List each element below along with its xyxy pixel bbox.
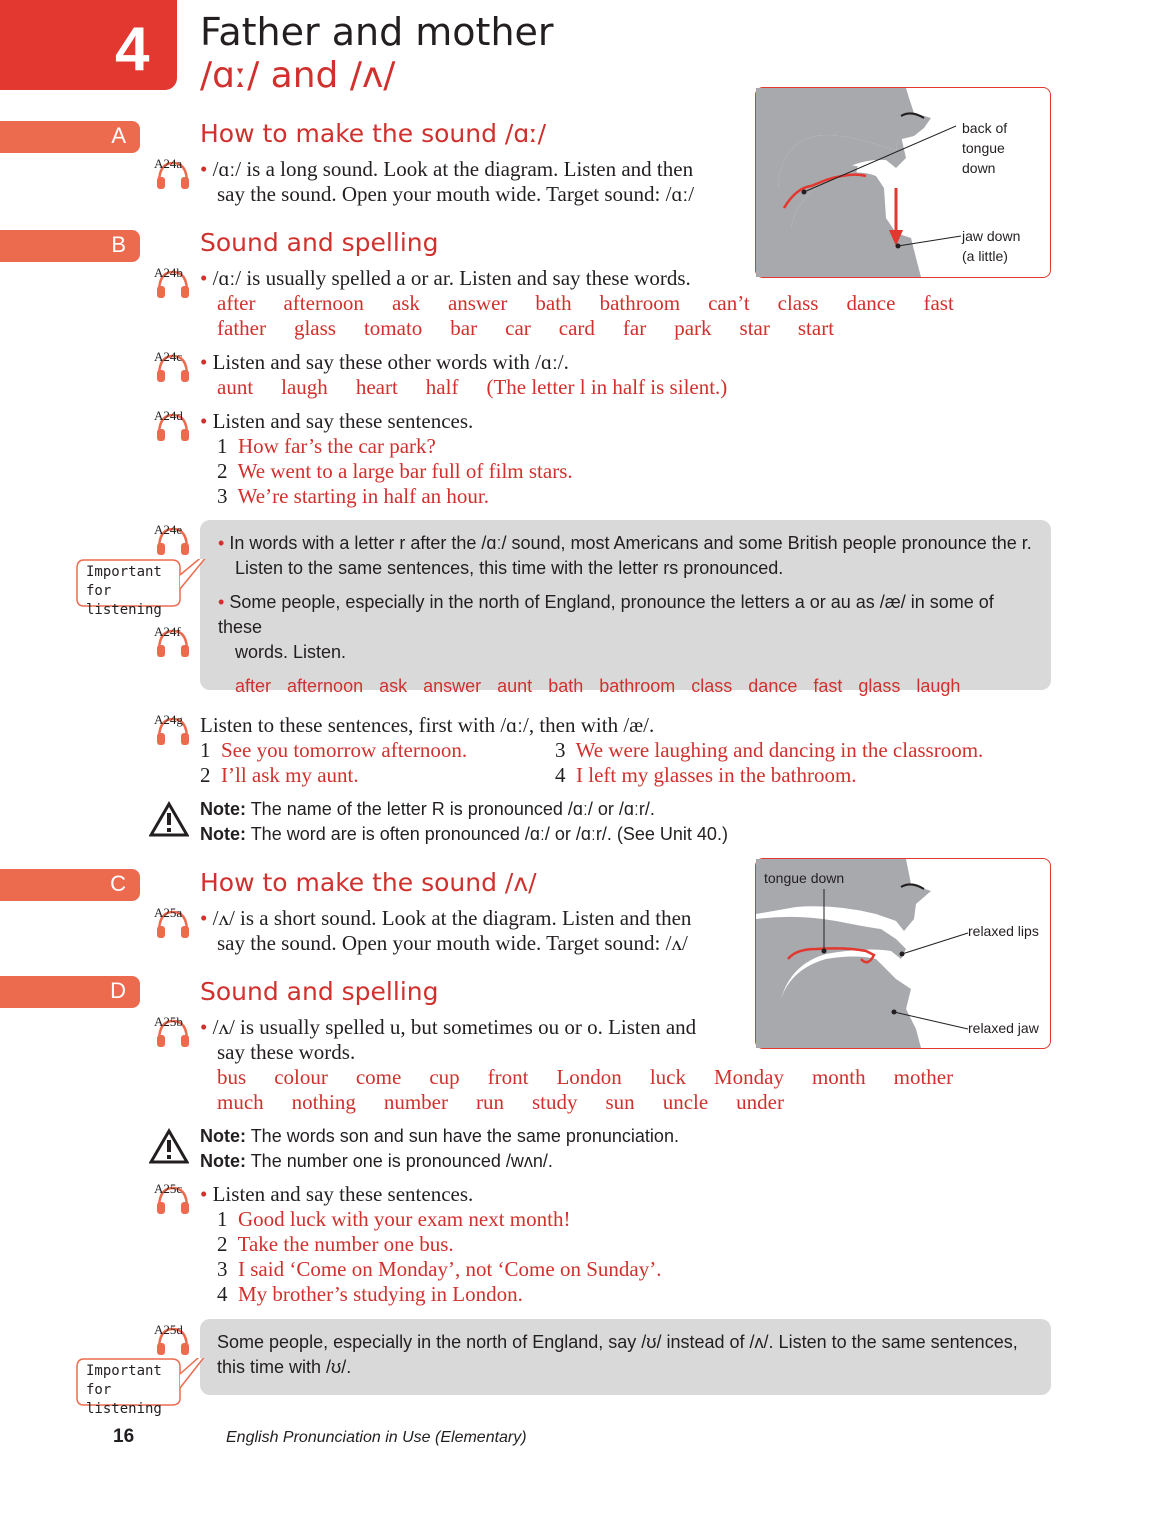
text-line: Listen and say these sentences. bbox=[212, 409, 474, 433]
word-list-d2 bbox=[217, 1090, 1037, 1115]
section-c-heading: How to make the sound /ʌ/ bbox=[200, 868, 537, 897]
label-line: tongue bbox=[962, 140, 1005, 156]
section-b-text-c: • Listen and say these other words with /ɑː/. bbox=[200, 350, 569, 374]
word: run bbox=[475, 1090, 504, 1114]
word: aunt bbox=[217, 375, 254, 399]
word: class bbox=[777, 291, 819, 315]
headphones-icon[interactable] bbox=[154, 625, 192, 659]
sentence-number: 3 bbox=[555, 738, 566, 762]
word: ask bbox=[391, 291, 420, 315]
word: bar bbox=[450, 316, 478, 340]
audio-code: A24g bbox=[154, 712, 183, 727]
word: heart bbox=[355, 375, 398, 399]
audio-code: A24c bbox=[154, 349, 183, 364]
word: card bbox=[558, 316, 595, 340]
compare-item-4 bbox=[555, 763, 857, 788]
word: ask bbox=[379, 676, 408, 696]
compare-item-2 bbox=[200, 763, 359, 788]
headphones-icon[interactable] bbox=[154, 713, 192, 747]
unit-number: 4 bbox=[115, 15, 150, 84]
compare-item-3 bbox=[555, 738, 983, 763]
diagram-label-jaw: relaxed jaw bbox=[968, 1020, 1039, 1036]
word: fast bbox=[813, 676, 843, 696]
diagram-label-tongue bbox=[962, 118, 1007, 178]
text-line: Some people, especially in the north of England, say /ʊ/ instead of /ʌ/. Listen to the same sentences, bbox=[217, 1332, 1018, 1352]
word: after bbox=[235, 676, 272, 696]
word: much bbox=[217, 1090, 264, 1114]
warning-icon bbox=[149, 1128, 189, 1168]
section-tab-c bbox=[0, 869, 140, 901]
page-subtitle: /ɑː/ and /ʌ/ bbox=[200, 55, 396, 96]
note-text: The word are is often pronounced /ɑː/ or /ɑːr/. (See Unit 40.) bbox=[250, 824, 728, 844]
sentence: We were laughing and dancing in the classroom. bbox=[575, 738, 984, 762]
sentence: See you tomorrow afternoon. bbox=[221, 738, 468, 762]
text-line: /ɑː/ is a long sound. Look at the diagram. Listen and then bbox=[212, 157, 694, 181]
headphones-icon[interactable] bbox=[154, 1015, 192, 1049]
sentence: Good luck with your exam next month! bbox=[238, 1207, 571, 1231]
text-line: Some people, especially in the north of England, pronounce the letters a or au as /æ/ in some of these bbox=[218, 592, 994, 637]
sentence: We went to a large bar full of film stars. bbox=[237, 459, 573, 483]
mouth-diagram-aa bbox=[755, 87, 1051, 278]
sentence-number: 1 bbox=[217, 1207, 228, 1231]
sentence: We’re starting in half an hour. bbox=[237, 484, 490, 508]
word: glass bbox=[858, 676, 901, 696]
compare-intro: Listen to these sentences, first with /ɑː/, then with /æ/. bbox=[200, 713, 655, 737]
word: laugh bbox=[281, 375, 328, 399]
word: mother bbox=[893, 1065, 954, 1089]
headphones-icon[interactable] bbox=[154, 350, 192, 384]
word: half bbox=[425, 375, 459, 399]
text-line: Listen to the same sentences, this time with the letter rs pronounced. bbox=[235, 558, 784, 578]
headphones-icon[interactable] bbox=[154, 906, 192, 940]
word: bath bbox=[535, 291, 572, 315]
text-line: words. Listen. bbox=[235, 642, 347, 662]
word: bathroom bbox=[599, 291, 681, 315]
section-a-text: • /ɑː/ is a long sound. Look at the diagram. Listen and then say the sound. Open your mouth wide. Target sound: /ɑː/ bbox=[200, 157, 695, 206]
audio-code: A24d bbox=[154, 408, 183, 423]
sentence-number: 4 bbox=[217, 1282, 228, 1306]
page-number: 16 bbox=[113, 1426, 135, 1447]
label-line: back of bbox=[962, 120, 1008, 136]
headphones-icon[interactable] bbox=[154, 157, 192, 191]
word: aunt bbox=[497, 676, 533, 696]
section-c-text: • /ʌ/ is a short sound. Look at the diagram. Listen and then say the sound. Open your mouth wide. Target sound: /ʌ/ bbox=[200, 906, 692, 955]
sentence: I said ‘Come on Monday’, not ‘Come on Sunday’. bbox=[238, 1257, 662, 1281]
word: star bbox=[739, 316, 770, 340]
word: afternoon bbox=[283, 291, 364, 315]
audio-code: A25a bbox=[154, 905, 183, 920]
text-line: /ʌ/ is a short sound. Look at the diagram. Listen and then bbox=[212, 906, 692, 930]
word: park bbox=[674, 316, 712, 340]
word: start bbox=[797, 316, 835, 340]
word: car bbox=[505, 316, 531, 340]
text-line: say these words. bbox=[217, 1040, 356, 1064]
unit-number-box bbox=[0, 0, 177, 90]
silent-note: (The letter l in half is silent.) bbox=[486, 375, 728, 399]
audio-code: A24e bbox=[154, 522, 183, 537]
headphones-icon[interactable] bbox=[154, 409, 192, 443]
note-label: Note: bbox=[200, 799, 246, 819]
word-list-d1 bbox=[217, 1065, 1037, 1090]
page-title: Father and mother bbox=[200, 10, 554, 54]
sentence-number: 1 bbox=[200, 738, 211, 762]
note-text: The words son and sun have the same pronunciation. bbox=[250, 1126, 679, 1146]
word: laugh bbox=[916, 676, 961, 696]
word: under bbox=[736, 1090, 784, 1114]
section-b-sentences: • Listen and say these sentences. 1 How far’s the car park? 2 We went to a large bar full of film stars. 3 We’re starting in half an hour. bbox=[200, 409, 573, 508]
section-tab-a bbox=[0, 121, 140, 153]
box2-text bbox=[217, 1330, 1037, 1380]
word: dance bbox=[846, 291, 896, 315]
word: Monday bbox=[713, 1065, 784, 1089]
audio-code: A25b bbox=[154, 1014, 183, 1029]
word: fast bbox=[923, 291, 954, 315]
text-line: Listen and say these sentences. bbox=[212, 1182, 474, 1206]
diagram-label-tongue: tongue down bbox=[764, 870, 845, 886]
headphones-icon[interactable] bbox=[154, 1182, 192, 1216]
word: cup bbox=[429, 1065, 460, 1089]
diagram-label-lips: relaxed lips bbox=[968, 923, 1039, 939]
label-line: (a little) bbox=[962, 248, 1008, 264]
text-line: /ɑː/ is usually spelled a or ar. Listen and say these words. bbox=[212, 266, 691, 290]
sentence-number: 2 bbox=[217, 459, 228, 483]
section-letter: A bbox=[111, 123, 126, 148]
section-tab-b bbox=[0, 230, 140, 262]
sentence: I left my glasses in the bathroom. bbox=[576, 763, 857, 787]
word: far bbox=[622, 316, 647, 340]
label-line: down bbox=[962, 160, 996, 176]
word: uncle bbox=[662, 1090, 709, 1114]
word: class bbox=[691, 676, 733, 696]
word: bath bbox=[548, 676, 584, 696]
word-list-b1 bbox=[217, 291, 1037, 316]
notes-1 bbox=[200, 797, 728, 847]
text-line: say the sound. Open your mouth wide. Target sound: /ɑː/ bbox=[217, 182, 695, 206]
label-line: Important bbox=[86, 1363, 162, 1379]
section-d-heading: Sound and spelling bbox=[200, 977, 439, 1006]
note-label: Note: bbox=[200, 1126, 246, 1146]
label-line: Important bbox=[86, 564, 162, 580]
headphones-icon[interactable] bbox=[154, 266, 192, 300]
sentence-number: 3 bbox=[217, 484, 228, 508]
text-line: In words with a letter r after the /ɑː/ sound, most Americans and some British people pronounce the r. bbox=[229, 533, 1032, 553]
section-d-text: • /ʌ/ is usually spelled u, but sometimes ou or o. Listen and say these words. bbox=[200, 1015, 697, 1064]
word: month bbox=[811, 1065, 866, 1089]
word-list-c bbox=[217, 375, 1037, 400]
word: dance bbox=[748, 676, 798, 696]
label-line: jaw down bbox=[962, 228, 1021, 244]
warning-icon bbox=[149, 801, 189, 841]
word: front bbox=[487, 1065, 529, 1089]
text-line: /ʌ/ is usually spelled u, but sometimes ou or o. Listen and bbox=[212, 1015, 697, 1039]
word: afternoon bbox=[287, 676, 364, 696]
word: nothing bbox=[291, 1090, 356, 1114]
word: answer bbox=[423, 676, 482, 696]
audio-code: A24a bbox=[154, 156, 183, 171]
word: glass bbox=[293, 316, 336, 340]
sentence: I’ll ask my aunt. bbox=[221, 763, 359, 787]
word: after bbox=[217, 291, 256, 315]
note-label: Note: bbox=[200, 1151, 246, 1171]
word: come bbox=[355, 1065, 402, 1089]
section-b-text: • /ɑː/ is usually spelled a or ar. Listen and say these words. bbox=[200, 266, 691, 290]
section-d-sentences: • Listen and say these sentences. 1 Good luck with your exam next month! 2 Take the number one bus. 3 I said ‘Come on Monday’, not ‘Come on Sunday’. 4 My brother’s studying in London. bbox=[200, 1182, 662, 1306]
box1-text: • In words with a letter r after the /ɑː/ sound, most Americans and some British people pronounce the r. Listen to the same sentences, this time with the letter rs pronounced. • Some people, especially in the north of England, pronounce the letters a or au as /æ/ in some of these words. Listen. after afternoon ask answer aunt bath bathroom class dance fast glass laugh bbox=[218, 531, 1038, 699]
word: bathroom bbox=[599, 676, 676, 696]
section-letter: D bbox=[110, 978, 126, 1003]
headphones-icon[interactable] bbox=[154, 1323, 192, 1357]
label-line: for listening bbox=[86, 583, 162, 618]
word: luck bbox=[649, 1065, 686, 1089]
text-line: Listen and say these other words with /ɑː/. bbox=[212, 350, 569, 374]
word: answer bbox=[447, 291, 508, 315]
label-line: for listening bbox=[86, 1382, 162, 1417]
word: number bbox=[383, 1090, 448, 1114]
book-title: English Pronunciation in Use (Elementary) bbox=[226, 1429, 527, 1446]
note-label: Note: bbox=[200, 824, 246, 844]
section-a-heading: How to make the sound /ɑː/ bbox=[200, 119, 547, 148]
section-letter: C bbox=[110, 871, 126, 896]
word: sun bbox=[605, 1090, 635, 1114]
sentence-number: 3 bbox=[217, 1257, 228, 1281]
audio-code: A24b bbox=[154, 265, 183, 280]
section-letter: B bbox=[111, 232, 126, 257]
sentence-number: 1 bbox=[217, 434, 228, 458]
compare-item-1 bbox=[200, 738, 467, 763]
word: tomato bbox=[363, 316, 423, 340]
audio-code: A24f bbox=[154, 624, 181, 639]
sentence-number: 2 bbox=[200, 763, 211, 787]
audio-code: A25d bbox=[154, 1322, 183, 1337]
note-text: The number one is pronounced /wʌn/. bbox=[250, 1151, 553, 1171]
sentence-number: 2 bbox=[217, 1232, 228, 1256]
word: bus bbox=[217, 1065, 247, 1089]
section-b-heading: Sound and spelling bbox=[200, 228, 439, 257]
sentence-number: 4 bbox=[555, 763, 566, 787]
section-tab-d bbox=[0, 976, 140, 1008]
important-text bbox=[86, 1362, 162, 1419]
notes-2 bbox=[200, 1124, 679, 1174]
audio-code: A25c bbox=[154, 1181, 183, 1196]
word: can’t bbox=[708, 291, 750, 315]
sentence: My brother’s studying in London. bbox=[238, 1282, 523, 1306]
word: colour bbox=[274, 1065, 328, 1089]
diagram-label-jaw bbox=[962, 226, 1020, 266]
mouth-diagram-uh bbox=[755, 858, 1051, 1049]
text-line: this time with /ʊ/. bbox=[217, 1357, 352, 1377]
important-text bbox=[86, 563, 162, 620]
sentence: How far’s the car park? bbox=[238, 434, 436, 458]
word: study bbox=[531, 1090, 578, 1114]
word-list-b2 bbox=[217, 316, 1037, 341]
headphones-icon[interactable] bbox=[154, 523, 192, 557]
word: father bbox=[217, 316, 266, 340]
word: London bbox=[556, 1065, 622, 1089]
sentence: Take the number one bus. bbox=[237, 1232, 454, 1256]
note-text: The name of the letter R is pronounced /ɑː/ or /ɑːr/. bbox=[250, 799, 655, 819]
text-line: say the sound. Open your mouth wide. Target sound: /ʌ/ bbox=[217, 931, 688, 955]
